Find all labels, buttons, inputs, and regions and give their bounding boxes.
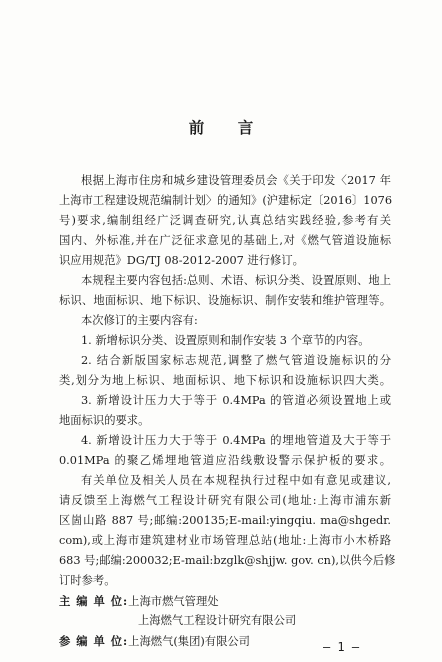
- text-line: 3. 新增设计压力大于等于 0.4MPa 的管道必须设置地上或: [81, 394, 391, 407]
- text-line: 683 号;邮编:200032;E-mail:bzglk@shjjw. gov. cn),以供今后修: [59, 554, 396, 567]
- text-line: 本次修订的主要内容有:: [81, 314, 198, 327]
- paragraph-revision-intro: [59, 311, 391, 331]
- text-line: 上海市工程建设规范编制计划〉的通知》(沪建标定〔2016〕1076: [59, 194, 393, 207]
- text-line: 本规程主要内容包括:总则、术语、标识分类、设置原则、地上: [81, 274, 391, 287]
- text-line: 类,划分为地上标识、地面标识、地下标识和设施标识四大类。: [59, 374, 391, 387]
- text-line: 2. 结合新版国家标志规范,调整了燃气管道设施标识的分: [81, 354, 391, 367]
- text-line: 号)要求,编制组经广泛调查研究,认真总结实践经验,参考有关: [59, 214, 391, 227]
- text-line: 订时参考。: [59, 574, 116, 587]
- revision-item-1: [59, 331, 391, 351]
- text-line: 请反馈至上海燃气工程设计研究有限公司(地址:上海市浦东新: [59, 494, 391, 507]
- chief-editor-label: 主 编 单 位:: [59, 594, 129, 608]
- text-line: com),或上海市建筑建材业市场管理总站(地址:上海市小木桥路: [59, 534, 391, 547]
- participating-unit-1: 上海燃气(集团)有限公司: [128, 635, 250, 648]
- page-title: 前 言: [188, 118, 268, 137]
- revision-item-2: [59, 351, 391, 391]
- chief-editor-unit-1: 上海市燃气管理处: [128, 595, 219, 608]
- text-line: 1. 新增标识分类、设置原则和制作安装 3 个章节的内容。: [81, 334, 370, 347]
- revision-item-4: [59, 431, 391, 471]
- paragraph-feedback: [59, 471, 396, 591]
- text-line: 标识、地面标识、地下标识、设施标识、制作安装和维护管理等。: [59, 294, 391, 307]
- text-line: 根据上海市住房和城乡建设管理委员会《关于印发〈2017 年: [81, 174, 391, 187]
- text-line: 4. 新增设计压力大于等于 0.4MPa 的埋地管道及大于等于: [81, 434, 391, 447]
- revision-item-3: [59, 391, 391, 431]
- page-number: — 1 —: [322, 640, 360, 654]
- text-line: 国内、外标准,并在广泛征求意见的基础上,对《燃气管道设施标: [59, 234, 391, 247]
- chief-editor-unit-row: [59, 591, 219, 611]
- chief-editor-unit-2-row: [138, 611, 296, 631]
- text-line: 地面标识的要求。: [59, 414, 150, 427]
- paragraph-contents: [59, 271, 391, 311]
- text-line: 0.01MPa 的聚乙烯埋地管道应沿线敷设警示保护板的要求。: [59, 454, 391, 467]
- participating-unit-row: [59, 631, 250, 651]
- text-line: 区崮山路 887 号;邮编:200135;E-mail:yingqiu. ma@shgedr.: [59, 514, 391, 527]
- text-line: 识应用规范》DG/TJ 08-2012-2007 进行修订。: [59, 254, 304, 267]
- participating-unit-label: 参 编 单 位:: [59, 634, 129, 648]
- paragraph-basis: [59, 171, 391, 271]
- text-line: 有关单位及相关人员在本规程执行过程中如有意见或建议,: [81, 474, 391, 487]
- chief-editor-unit-2: 上海燃气工程设计研究有限公司: [138, 614, 297, 627]
